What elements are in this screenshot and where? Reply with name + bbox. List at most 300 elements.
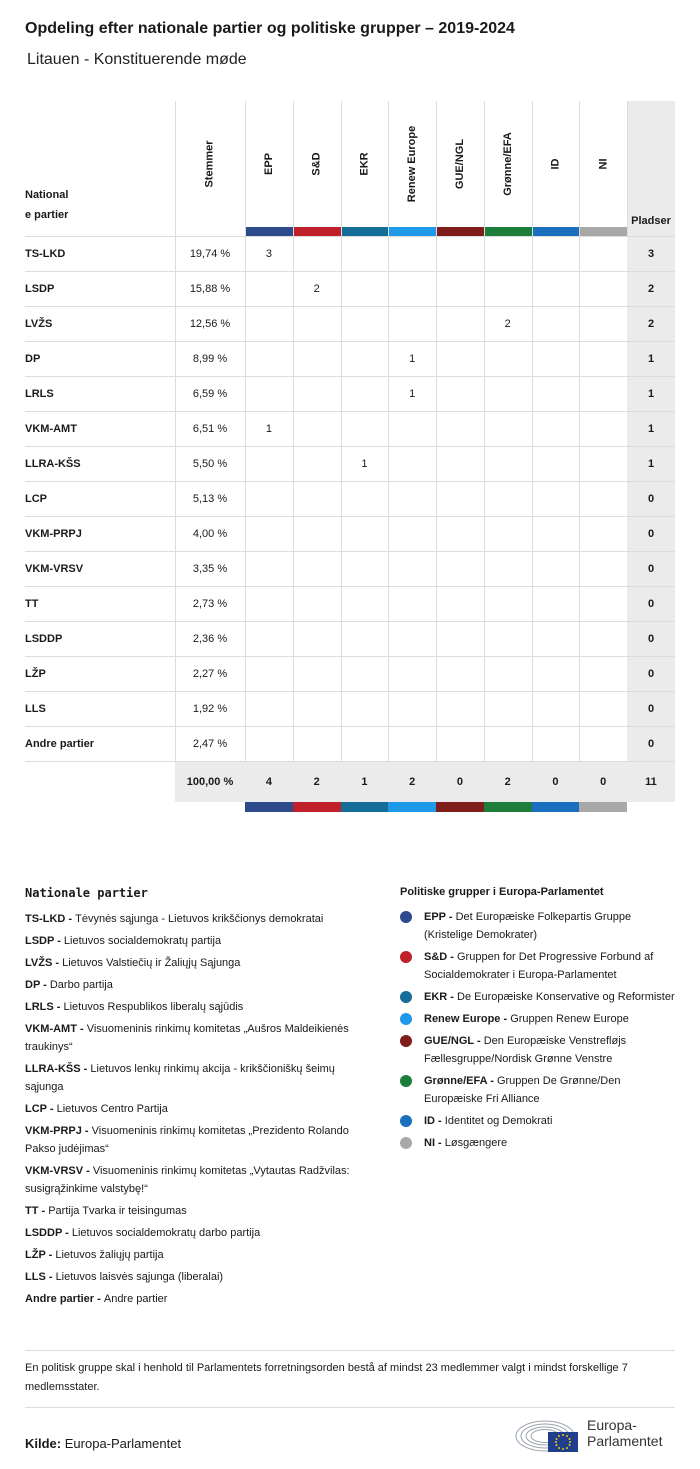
group-seat-cell [579,237,627,271]
group-seat-cell [293,622,341,656]
votes-cell: 2,47 % [192,738,228,750]
total-group-cell: 2 [484,762,532,802]
group-full-name: Gruppen Renew Europe [510,1013,629,1025]
party-cell: LVŽS [25,318,53,330]
party-cell: TT [25,598,39,610]
votes-cell: 2,27 % [192,668,228,680]
group-seat-cell [579,482,627,516]
group-legend-item [400,988,680,1006]
party-abbreviation: LRLS - [25,1001,64,1013]
table-row [25,307,675,342]
party-full-name: Lietuvos socialdemokratų partija [63,935,222,947]
group-abbreviation: Grønne/EFA - [424,1075,497,1087]
group-seat-cell [436,482,484,516]
group-seat-cell [532,727,580,761]
total-group-cell: 0 [436,762,484,802]
party-cell: Andre partier [25,738,95,750]
party-full-name: Lietuvos lenkų rinkimų akcija - krikščioniškų šeimų sąjunga [25,1063,335,1093]
group-seat-cell [341,307,389,341]
group-seat-cell [341,727,389,761]
seats-cell: 1 [627,377,675,411]
group-seat-cell [436,622,484,656]
group-color-dot-icon [400,991,412,1003]
column-divider [245,101,246,237]
national-legend-item [25,1122,375,1158]
group-seat-cell [436,587,484,621]
party-abbreviation: LŽP - [25,1249,56,1261]
group-abbreviation: NI - [424,1137,445,1149]
group-seat-cell [532,377,580,411]
party-cell: LSDDP [25,633,63,645]
group-full-name: Gruppen for Det Progressive Forbund af Socialdemokrater i Europa-Parlamentet [424,951,654,981]
european-parliament-logo [515,1414,680,1454]
table-row [25,412,675,447]
group-seat-cell [388,727,436,761]
group-seat-cell [293,342,341,376]
national-legend-item [25,1060,375,1096]
group-seat-cell: 1 [265,423,272,435]
source-label: Kilde: [25,1436,62,1451]
group-seat-cell [388,517,436,551]
total-votes: 100,00 % [175,762,245,802]
group-seat-cell [388,447,436,481]
group-seat-cell [484,727,532,761]
group-seat-cell [245,692,293,726]
group-seat-cell [484,342,532,376]
seats-cell: 2 [627,307,675,341]
column-divider [293,101,294,237]
group-header-label: S&D [310,152,323,176]
group-seat-cell [245,622,293,656]
group-header-label: Renew Europe [406,125,419,203]
group-header-label: NI [597,158,610,170]
group-color-dot-icon [400,1137,412,1149]
votes-cell: 5,13 % [192,493,228,505]
table-row [25,622,675,657]
group-seat-cell [579,692,627,726]
group-color-bar [484,802,532,812]
group-seat-cell [245,517,293,551]
logo-wordmark [587,1417,662,1449]
group-color-bar [388,802,436,812]
party-abbreviation: TS-LKD - [25,913,76,925]
group-header-label: ID [549,158,562,170]
footnote: En politisk gruppe skal i henhold til Parlamentets forretningsorden bestå af mindst 23 medlemmer valgt i mindst forskellige 7 medlemsstater. [25,1350,675,1408]
party-full-name: Visuomeninis rinkimų komitetas „Prezidento Rolando Pakso judėjimas“ [25,1125,349,1155]
party-cell: DP [25,353,41,365]
group-seat-cell: 1 [409,388,416,400]
group-seat-cell: 2 [504,318,511,330]
column-divider [484,101,485,237]
group-seat-cell [388,657,436,691]
total-group-cell: 2 [293,762,341,802]
column-divider [532,101,533,237]
group-full-name: Gruppen De Grønne/Den Europæiske Fri Alliance [424,1075,621,1105]
group-seat-cell [436,412,484,446]
votes-cell: 4,00 % [192,528,228,540]
group-seat-cell [245,657,293,691]
party-full-name: Lietuvos Respublikos liberalų sąjūdis [63,1001,244,1013]
party-cell: TS-LKD [25,248,66,260]
seats-cell: 0 [627,692,675,726]
party-full-name: Partija Tvarka ir teisingumas [48,1205,187,1217]
party-abbreviation: VKM-VRSV - [25,1165,93,1177]
group-seat-cell [388,272,436,306]
votes-cell: 19,74 % [189,248,231,260]
group-abbreviation: S&D - [424,951,457,963]
group-seat-cell [245,447,293,481]
group-seat-cell [293,482,341,516]
group-seat-cell [388,622,436,656]
total-group-cell: 4 [245,762,293,802]
national-legend-item [25,1020,375,1056]
group-seat-cell [388,412,436,446]
group-seat-cell: 1 [361,458,368,470]
national-legend-item [25,1290,375,1308]
group-seat-cell [293,517,341,551]
party-cell: LCP [25,493,47,505]
seats-cell: 0 [627,727,675,761]
group-seat-cell [532,482,580,516]
national-legend-item [25,954,375,972]
table-row [25,482,675,517]
group-seat-cell [293,587,341,621]
group-seat-cell [436,307,484,341]
party-full-name: Lietuvos žaliųjų partija [55,1249,164,1261]
column-divider [627,101,628,237]
logo-line-2: Parlamentet [587,1433,663,1449]
national-legend-item [25,910,375,928]
group-abbreviation: Renew Europe - [424,1013,511,1025]
group-seat-cell [579,552,627,586]
group-seat-cell [579,517,627,551]
group-seat-cell [579,412,627,446]
group-legend-item [400,908,680,944]
table-row [25,447,675,482]
group-abbreviation: ID - [424,1115,445,1127]
group-seat-cell [436,447,484,481]
column-divider [436,101,437,237]
group-full-name: Det Europæiske Folkepartis Gruppe (Kristelige Demokrater) [424,911,632,941]
group-seat-cell [436,272,484,306]
group-seat-cell [532,237,580,271]
party-full-name: Tėvynės sąjunga - Lietuvos krikščionys demokratai [75,913,324,925]
group-seat-cell [341,622,389,656]
party-cell: VKM-PRPJ [25,528,82,540]
table-row [25,587,675,622]
table-row [25,342,675,377]
group-seat-cell [341,342,389,376]
party-full-name: Darbo partija [49,979,113,991]
group-seat-cell [579,377,627,411]
national-legend-item [25,998,375,1016]
national-legend-item [25,932,375,950]
group-seat-cell [341,237,389,271]
group-full-name: De Europæiske Konservative og Reformister [457,991,675,1003]
group-seat-cell [484,692,532,726]
group-seat-cell [293,692,341,726]
seats-cell: 1 [627,447,675,481]
group-full-name: Identitet og Demokrati [444,1115,553,1127]
group-seat-cell [579,272,627,306]
party-abbreviation: LLRA-KŠS - [25,1063,91,1075]
votes-cell: 2,73 % [192,598,228,610]
party-abbreviation: VKM-PRPJ - [25,1125,92,1137]
group-seat-cell [293,447,341,481]
group-seat-cell [245,587,293,621]
group-seat-cell [436,657,484,691]
votes-column-header [175,101,245,227]
group-seat-cell [484,657,532,691]
group-seat-cell [532,692,580,726]
party-cell: LŽP [25,668,46,680]
group-seat-cell [484,482,532,516]
group-header-label: GUE/NGL [453,138,466,190]
total-group-cell: 0 [532,762,580,802]
total-group-cell: 0 [579,762,627,802]
party-abbreviation: LSDDP - [25,1227,72,1239]
national-legend-item [25,1268,375,1286]
table-row [25,237,675,272]
group-seat-cell [293,307,341,341]
group-seat-cell [341,692,389,726]
group-seat-cell [245,377,293,411]
group-color-dot-icon [400,951,412,963]
group-seat-cell: 2 [313,283,320,295]
party-cell: VKM-AMT [25,423,77,435]
group-seat-cell [436,552,484,586]
group-abbreviation: EKR - [424,991,457,1003]
group-seat-cell [532,342,580,376]
seats-cell: 3 [627,237,675,271]
group-seat-cell [532,657,580,691]
group-seat-cell [532,272,580,306]
column-divider [341,101,342,237]
total-group-cell: 2 [388,762,436,802]
national-legend-title: Nationale partier [25,886,148,900]
group-color-bar [341,802,389,812]
group-seat-cell [245,482,293,516]
party-full-name: Andre partier [103,1293,168,1305]
group-color-bar [532,802,580,812]
group-seat-cell [579,657,627,691]
group-seat-cell [484,587,532,621]
seats-cell: 0 [627,657,675,691]
national-legend-item [25,1246,375,1264]
group-legend-item [400,1112,680,1130]
group-header-label: EPP [262,152,275,176]
group-seat-cell [579,447,627,481]
page-title: Opdeling efter nationale partier og politiske grupper – 2019-2024 [25,20,515,37]
seats-cell: 1 [627,412,675,446]
group-seat-cell [579,622,627,656]
group-seat-cell [579,342,627,376]
group-seat-cell [341,272,389,306]
votes-cell: 15,88 % [189,283,231,295]
source-value: Europa-Parlamentet [64,1436,182,1451]
group-color-dot-icon [400,911,412,923]
column-divider [175,101,176,237]
party-column-header: National e partier [25,189,69,221]
group-seat-cell [532,307,580,341]
group-legend-item [400,1032,680,1068]
group-column-header [532,101,580,227]
group-seat-cell [532,447,580,481]
group-column-header [388,101,436,227]
group-seat-cell [245,307,293,341]
total-group-cell: 1 [341,762,389,802]
source-line [25,1436,181,1451]
group-seat-cell [532,587,580,621]
party-abbreviation: Andre partier - [25,1293,104,1305]
group-seat-cell [579,727,627,761]
group-seat-cell [484,237,532,271]
group-seat-cell [245,342,293,376]
group-seat-cell [436,517,484,551]
votes-cell: 2,36 % [192,633,228,645]
group-seat-cell [245,727,293,761]
group-full-name: Løsgængere [444,1137,508,1149]
group-seat-cell [579,307,627,341]
votes-cell: 12,56 % [189,318,231,330]
group-column-header [436,101,484,227]
table-row [25,727,675,762]
votes-cell: 5,50 % [192,458,228,470]
group-legend-list [400,908,680,1152]
group-seat-cell [436,342,484,376]
group-seat-cell [245,272,293,306]
group-legend-item [400,1134,680,1152]
votes-header-label: Stemmer [203,140,216,188]
group-legend-item [400,1010,680,1028]
group-seat-cell [388,482,436,516]
seats-cell: 1 [627,342,675,376]
group-seat-cell [341,482,389,516]
group-seat-cell [341,377,389,411]
group-seat-cell [436,237,484,271]
group-seat-cell [579,587,627,621]
group-seat-cell [484,552,532,586]
group-seat-cell [436,377,484,411]
group-color-dot-icon [400,1115,412,1127]
group-seat-cell [388,307,436,341]
group-seat-cell [341,657,389,691]
party-full-name: Lietuvos laisvės sąjunga (liberalai) [55,1271,224,1283]
group-seat-cell [293,657,341,691]
page-subtitle: Litauen - Konstituerende møde [27,51,247,68]
table-row [25,692,675,727]
national-party-legend [25,886,375,1312]
group-abbreviation: GUE/NGL - [424,1035,484,1047]
group-seat-cell [388,237,436,271]
group-seat-cell [532,517,580,551]
group-seat-cell [436,692,484,726]
group-column-header [245,101,293,227]
group-seat-cell [532,622,580,656]
group-seat-cell [484,272,532,306]
seats-cell: 0 [627,482,675,516]
parliament-emblem-icon [515,1414,581,1454]
group-color-bar [436,802,484,812]
group-color-dot-icon [400,1035,412,1047]
votes-cell: 1,92 % [192,703,228,715]
group-seat-cell [532,412,580,446]
group-column-header [341,101,389,227]
party-full-name: Visuomeninis rinkimų komitetas „Vytautas Radžvilas: susigrąžinkime valstybę!“ [25,1165,350,1195]
group-legend-title: Politiske grupper i Europa-Parlamentet [400,886,604,898]
table-header [25,101,675,237]
column-divider [579,101,580,237]
party-abbreviation: TT - [25,1205,49,1217]
group-seat-cell [388,692,436,726]
group-color-dot-icon [400,1013,412,1025]
seats-cell: 0 [627,587,675,621]
group-seat-cell: 1 [409,353,416,365]
party-cell: LRLS [25,388,54,400]
national-legend-item [25,976,375,994]
votes-cell: 6,51 % [192,423,228,435]
group-full-name: Den Europæiske Venstrefløjs Fællesgruppe/Nordisk Grønne Venstre [424,1035,627,1065]
column-divider [388,101,389,237]
national-legend-item [25,1100,375,1118]
party-cell: LLS [25,703,46,715]
national-legend-item [25,1202,375,1220]
group-seat-cell [341,552,389,586]
group-column-header [293,101,341,227]
group-seat-cell [293,727,341,761]
group-header-label: Grønne/EFA [501,132,514,196]
group-header-label: EKR [358,152,371,176]
party-cell: LSDP [25,283,55,295]
seats-cell: 0 [627,552,675,586]
group-column-header [579,101,627,227]
seats-header-label: Pladser [631,215,671,227]
party-abbreviation: DP - [25,979,50,991]
votes-cell: 3,35 % [192,563,228,575]
national-legend-item [25,1224,375,1242]
national-legend-item [25,1162,375,1198]
table-row [25,657,675,692]
group-seat-cell [484,447,532,481]
group-column-header [484,101,532,227]
party-abbreviation: LVŽS - [25,957,63,969]
seats-cell: 0 [627,517,675,551]
group-seat-cell [341,587,389,621]
group-seat-cell [436,727,484,761]
group-seat-cell [388,552,436,586]
table-row [25,377,675,412]
group-color-dot-icon [400,1075,412,1087]
group-seat-cell [484,412,532,446]
group-abbreviation: EPP - [424,911,456,923]
group-color-bar [293,802,341,812]
group-seat-cell: 3 [265,248,272,260]
party-full-name: Visuomeninis rinkimų komitetas „Aušros Maldeikienės traukinys“ [25,1023,349,1053]
group-seat-cell [293,237,341,271]
seats-cell: 2 [627,272,675,306]
group-seat-cell [341,412,389,446]
party-full-name: Lietuvos Valstiečių ir Žaliųjų Sąjunga [62,957,241,969]
group-seat-cell [293,377,341,411]
party-abbreviation: LCP - [25,1103,57,1115]
total-seats: 11 [627,762,675,802]
party-full-name: Lietuvos Centro Partija [56,1103,168,1115]
group-seat-cell [484,377,532,411]
group-color-bar [579,802,627,812]
seat-table [25,101,675,812]
seats-column-header [627,101,675,237]
political-group-legend [400,886,680,1156]
